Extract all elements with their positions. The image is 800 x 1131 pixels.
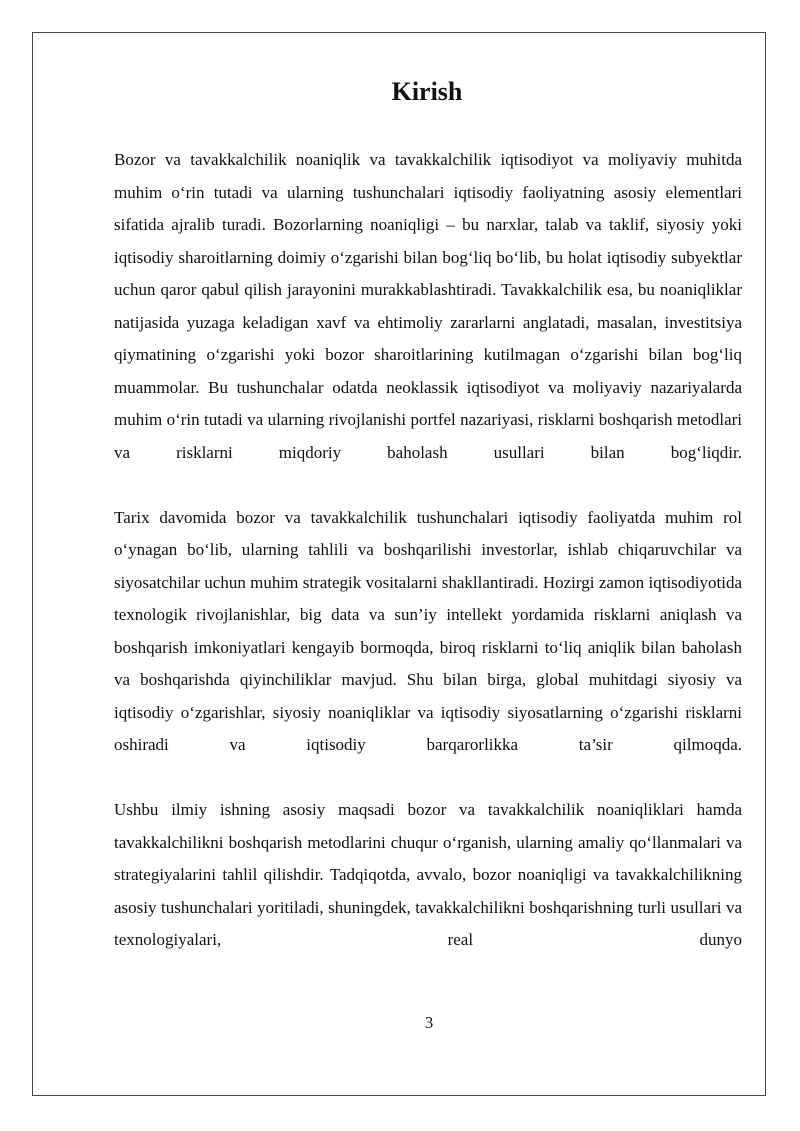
document-body (114, 144, 742, 957)
paragraph-2: Tarix davomida bozor va tavakkalchilik tushunchalari iqtisodiy faoliyatda muhim rol o‘ynagan bo‘lib, ularning tahlili va boshqarilishi investorlar, ishlab chiqaruvchilar va siyosatchilar uchun muhim strategik vositalarni shakllantiradi. Hozirgi zamon iqtisodiyotida texnologik rivojlanishlar, big data va sun’iy intellekt yordamida risklarni aniqlash va boshqarish imkoniyatlari kengayib bormoqda, biroq risklarni to‘liq aniqlik bilan baholash va boshqarishda qiyinchiliklar mavjud. Shu bilan birga, global muhitdagi siyosiy va iqtisodiy o‘zgarishlar, siyosiy noaniqliklar va iqtisodiy siyosatlarning o‘zgarishi risklarni oshiradi va iqtisodiy barqarorlikka ta’sir qilmoqda. (114, 507, 742, 754)
page-number: 3 (424, 1013, 434, 1032)
paragraph-1: Bozor va tavakkalchilik noaniqlik va tavakkalchilik iqtisodiyot va moliyaviy muhitda muhim o‘rin tutadi va ularning tushunchalari iqtisodiy faoliyatning asosiy elementlari sifatida ajralib turadi. Bozorlarning noaniqligi – bu narxlar, talab va taklif, siyosiy yoki iqtisodiy sharoitlarning doimiy o‘zgarishi bilan bog‘liq bo‘lib, bu holat iqtisodiy subyektlar uchun qaror qabul qilish jarayonini murakkablashtiradi. Tavakkalchilik esa, bu noaniqliklar natijasida yuzaga keladigan xavf va ehtimoliy zararlarni anglatadi, masalan, investitsiya qiymatining o‘zgarishi yoki bozor sharoitlarining kutilmagan o‘zgarishi bilan bog‘liq muammolar. Bu tushunchalar odatda neoklassik iqtisodiyot va moliyaviy nazariyalarda muhim o‘rin tutadi va ularning rivojlanishi portfel nazariyasi, risklarni boshqarish metodlari va risklarni miqdoriy baholash usullari bilan bog‘liqdir. (114, 150, 742, 462)
paragraph-3: Ushbu ilmiy ishning asosiy maqsadi bozor va tavakkalchilik noaniqliklari hamda tavakkalchilikni boshqarish metodlarini chuqur o‘rganish, ularning amaliy qo‘llanmalari va strategiyalarini tahlil qilishdir. Tadqiqotda, avvalo, bozor noaniqligi va tavakkalchilikning asosiy tushunchalari yoritiladi, shuningdek, tavakkalchilikni boshqarishning turli usullari va texnologiyalari, real dunyo (114, 800, 742, 949)
page-title: Kirish (391, 77, 463, 106)
